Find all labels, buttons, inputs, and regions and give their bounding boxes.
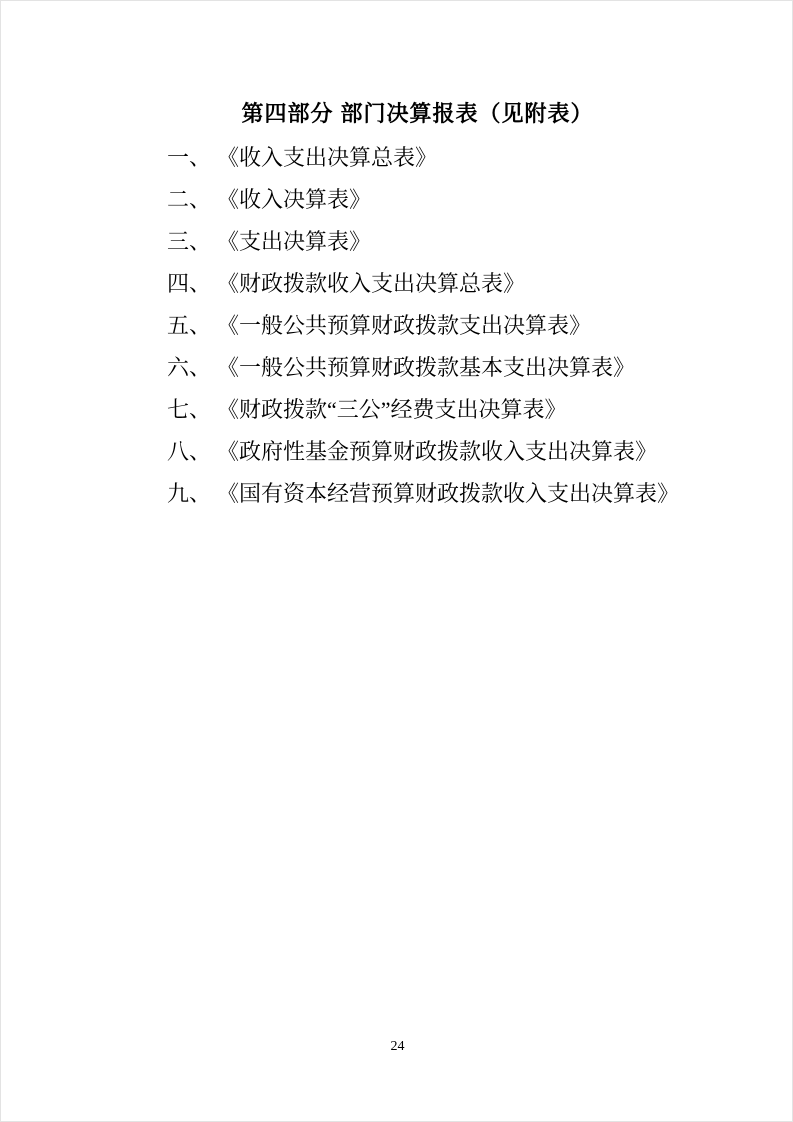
- item-title: 《政府性基金预算财政拨款收入支出决算表》: [217, 439, 658, 464]
- list-item: [167, 356, 679, 379]
- item-number: 二、: [167, 187, 212, 212]
- item-title: 《一般公共预算财政拨款支出决算表》: [217, 313, 592, 338]
- item-title: 《收入决算表》: [217, 187, 372, 212]
- item-number: 八、: [167, 439, 212, 464]
- list-item: [167, 188, 679, 211]
- item-title: 《支出决算表》: [217, 229, 372, 254]
- item-number: 九、: [167, 481, 212, 506]
- item-title: 《收入支出决算总表》: [217, 145, 438, 170]
- list-item: [167, 314, 679, 337]
- item-title: 《国有资本经营预算财政拨款收入支出决算表》: [217, 481, 680, 506]
- item-number: 七、: [167, 397, 212, 422]
- list-item: [167, 230, 679, 253]
- item-title: 《一般公共预算财政拨款基本支出决算表》: [217, 355, 636, 380]
- page-number: 24: [390, 1039, 405, 1054]
- report-table-list: [167, 146, 679, 505]
- item-number: 三、: [167, 229, 212, 254]
- list-item: [167, 146, 679, 169]
- page-title: 第四部分 部门决算报表（见附表）: [241, 101, 594, 126]
- list-item: [167, 398, 679, 421]
- item-title: 《财政拨款收入支出决算总表》: [217, 271, 526, 296]
- item-title: 《财政拨款“三公”经费支出决算表》: [217, 397, 567, 422]
- item-number: 四、: [167, 271, 212, 296]
- item-number: 一、: [167, 145, 212, 170]
- list-item: [167, 482, 679, 505]
- list-item: [167, 440, 679, 463]
- list-item: [167, 272, 679, 295]
- item-number: 五、: [167, 313, 212, 338]
- item-number: 六、: [167, 355, 212, 380]
